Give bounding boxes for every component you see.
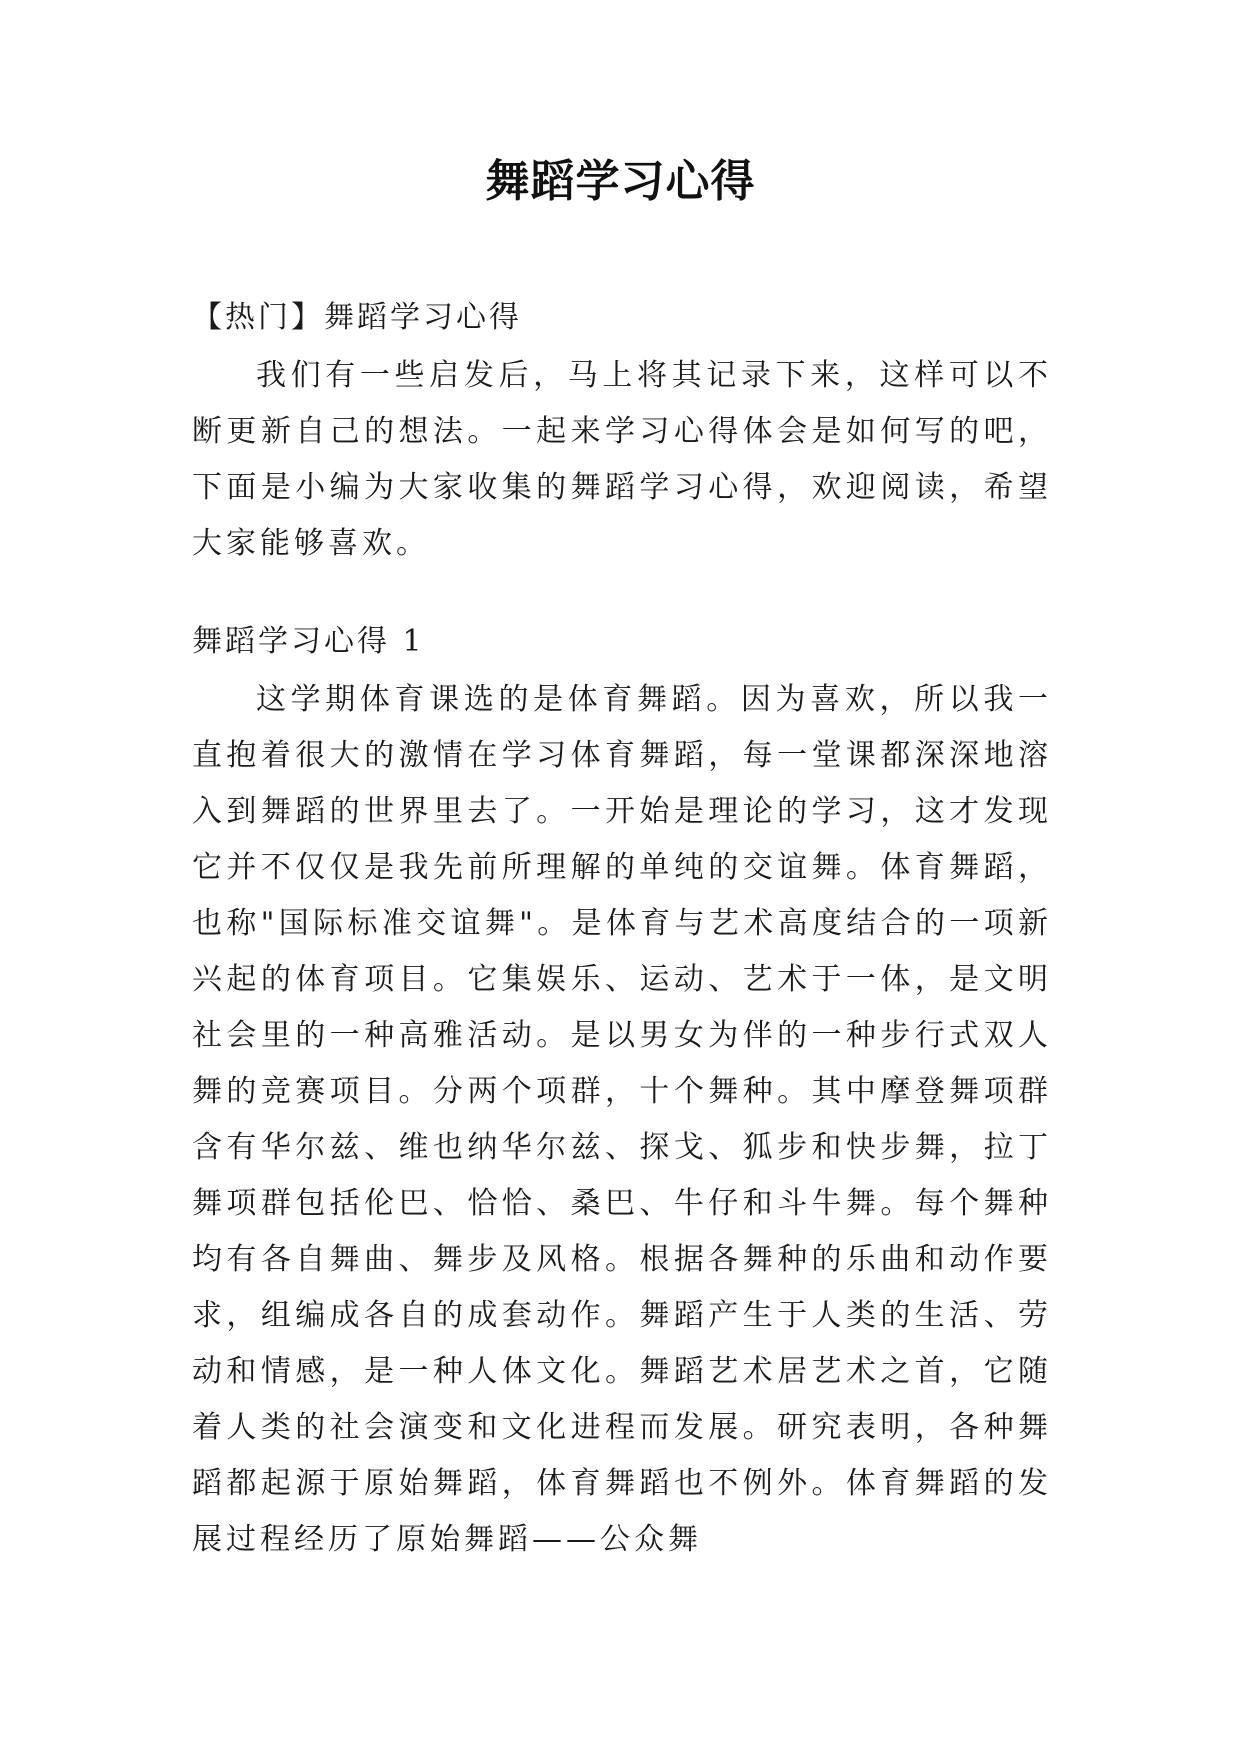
section-heading: 舞蹈学习心得 1 bbox=[192, 624, 425, 659]
intro-paragraph: 我们有一些启发后，马上将其记录下来，这样可以不断更新自己的想法。一起来学习心得体会是如何写的吧，下面是小编为大家收集的舞蹈学习心得，欢迎阅读，希望大家能够喜欢。 bbox=[192, 358, 1052, 561]
hot-heading: 【热门】舞蹈学习心得 bbox=[192, 300, 522, 335]
section-paragraph: 这学期体育课选的是体育舞蹈。因为喜欢，所以我一直抱着很大的激情在学习体育舞蹈，每一堂课都深深地溶入到舞蹈的世界里去了。一开始是理论的学习，这才发现它并不仅仅是我先前所理解的单纯的交谊舞。体育舞蹈，也称"国际标准交谊舞"。是体育与艺术高度结合的一项新兴起的体育项目。它集娱乐、运动、艺术于一体，是文明社会里的一种高雅活动。是以男女为伴的一种步行式双人舞的竞赛项目。分两个项群，十个舞种。其中摩登舞项群含有华尔兹、维也纳华尔兹、探戈、狐步和快步舞，拉丁舞项群包括伦巴、恰恰、桑巴、牛仔和斗牛舞。每个舞种均有各自舞曲、舞步及风格。根据各舞种的乐曲和动作要求，组编成各自的成套动作。舞蹈产生于人类的生活、劳动和情感，是一种人体文化。舞蹈艺术居艺术之首，它随着人类的社会演变和文化进程而发展。研究表明，各种舞蹈都起源于原始舞蹈，体育舞蹈也不例外。体育舞蹈的发展过程经历了原始舞蹈——公众舞 bbox=[192, 682, 1052, 1557]
document-title: 舞蹈学习心得 bbox=[485, 156, 756, 207]
